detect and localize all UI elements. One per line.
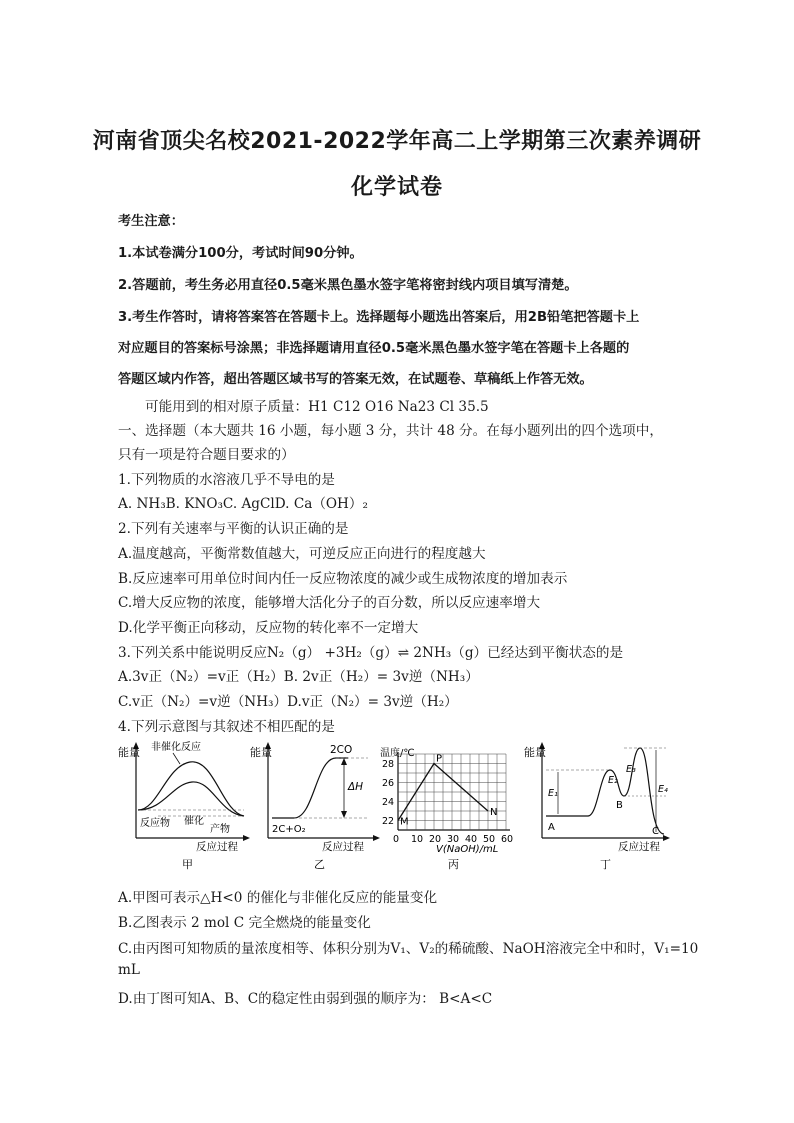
q3-stem: 3.下列关系中能说明反应N₂（g） +3H₂（g）⇌ 2NH₃（g）已经达到平衡状态的是 bbox=[118, 645, 624, 661]
bing-xtick: 30 bbox=[447, 834, 460, 845]
section-heading-b: 只有一项是符合题目要求的） bbox=[118, 447, 295, 463]
bing-xtick: 60 bbox=[501, 834, 514, 845]
ding-ylabel: 能量 bbox=[524, 746, 546, 759]
bing-xtick: 0 bbox=[393, 834, 400, 845]
yi-ylabel: 能量 bbox=[250, 746, 272, 759]
jia-curve2-label: 催化 bbox=[184, 816, 204, 827]
figure-jia bbox=[118, 740, 250, 871]
notice-item-3c: 答题区域内作答，超出答题区域书写的答案无效，在试题卷、草稿纸上作答无效。 bbox=[118, 372, 593, 387]
figure-yi bbox=[250, 742, 380, 871]
bing-ylabel: 温度/℃ bbox=[380, 748, 415, 759]
figure-ding bbox=[524, 742, 670, 871]
q2-option-b: B.反应速率可用单位时间内任一反应物浓度的减少或生成物浓度的增加表示 bbox=[118, 571, 568, 587]
exam-title: 河南省顶尖名校2021-2022学年高二上学期第三次素养调研 bbox=[92, 129, 702, 154]
ding-c: C bbox=[652, 826, 659, 837]
ding-b: B bbox=[616, 800, 623, 811]
section-heading-a: 一、选择题（本大题共 16 小题，每小题 3 分，共计 48 分。在每小题列出的四个选项中， bbox=[118, 423, 663, 439]
exam-subject: 化学试卷 bbox=[350, 175, 443, 200]
yi-curve bbox=[272, 758, 348, 818]
q4-option-c-b: mL bbox=[118, 962, 140, 978]
jia-xlabel: 反应过程 bbox=[196, 841, 238, 853]
ding-caption: 丁 bbox=[600, 858, 611, 871]
q4-option-d: D.由丁图可知A、B、C的稳定性由弱到强的顺序为： B<A<C bbox=[118, 991, 493, 1007]
q4-option-a: A.甲图可表示△H<0 的催化与非催化反应的能量变化 bbox=[118, 890, 438, 906]
q2-option-d: D.化学平衡正向移动，反应物的转化率不一定增大 bbox=[118, 620, 419, 636]
bing-caption: 丙 bbox=[448, 858, 459, 871]
ding-e4: E₄ bbox=[658, 784, 668, 795]
bing-ytick: 22 bbox=[382, 816, 395, 827]
q3-options-ab: A.3v正（N₂）=v正（H₂）B. 2v正（H₂）= 3v逆（NH₃） bbox=[118, 669, 479, 685]
jia-uncatalyzed-curve bbox=[138, 762, 244, 816]
q4-option-c-a: C.由丙图可知物质的量浓度相等、体积分别为V₁、V₂的稀硫酸、NaOH溶液完全中和时，V₁=10 bbox=[118, 941, 699, 957]
q3-options-cd: C.v正（N₂）=v逆（NH₃）D.v正（N₂）= 3v逆（H₂） bbox=[118, 694, 458, 710]
jia-product-label: 产物 bbox=[210, 824, 230, 835]
figure-bing bbox=[380, 746, 513, 871]
notice-item-1: 1.本试卷满分100分，考试时间90分钟。 bbox=[118, 246, 363, 261]
bing-ytick: 26 bbox=[382, 778, 395, 789]
q2-option-c: C.增大反应物的浓度，能够增大活化分子的百分数，所以反应速率增大 bbox=[118, 595, 541, 611]
yi-caption: 乙 bbox=[314, 858, 325, 871]
ding-e3: E₃ bbox=[626, 764, 636, 775]
jia-reactant-label: 反应物 bbox=[140, 818, 170, 829]
ding-xlabel: 反应过程 bbox=[618, 841, 660, 853]
notice-heading: 考生注意： bbox=[118, 214, 184, 229]
ding-a: A bbox=[548, 822, 555, 833]
bing-xtick: 10 bbox=[411, 834, 424, 845]
jia-curve1-label: 非催化反应 bbox=[151, 742, 201, 753]
yi-delta-label: ΔH bbox=[348, 781, 364, 793]
jia-ylabel: 能量 bbox=[118, 746, 140, 759]
bing-point-m: M bbox=[400, 816, 409, 828]
bing-point-p: P bbox=[436, 753, 443, 765]
ding-curve bbox=[546, 748, 664, 834]
notice-item-3a: 3.考生作答时，请将答案答在答题卡上。选择题每小题选出答案后，用2B铅笔把答题卡上 bbox=[118, 310, 640, 325]
bing-ytick: 28 bbox=[382, 759, 395, 770]
bing-point-n: N bbox=[490, 807, 498, 818]
bing-xlabel: V(NaOH)/mL bbox=[436, 844, 499, 855]
atomic-masses: 可能用到的相对原子质量：H1 C12 O16 Na23 Cl 35.5 bbox=[145, 399, 489, 415]
jia-caption: 甲 bbox=[182, 858, 193, 871]
q4-figures bbox=[118, 738, 678, 876]
q2-option-a: A.温度越高，平衡常数值越大，可逆反应正向进行的程度越大 bbox=[118, 546, 486, 562]
yi-bottom-label: 2C+O₂ bbox=[272, 824, 306, 835]
bing-xtick: 50 bbox=[483, 834, 496, 845]
notice-item-2: 2.答题前，考生务必用直径0.5毫米黑色墨水签字笔将密封线内项目填写清楚。 bbox=[118, 278, 578, 293]
q2-stem: 2.下列有关速率与平衡的认识正确的是 bbox=[118, 521, 349, 537]
q1-stem: 1.下列物质的水溶液几乎不导电的是 bbox=[118, 472, 335, 488]
yi-top-label: 2CO bbox=[330, 744, 353, 756]
ding-e2: E₂ bbox=[608, 775, 618, 786]
q4-stem: 4.下列示意图与其叙述不相匹配的是 bbox=[118, 719, 335, 735]
q4-option-b: B.乙图表示 2 mol C 完全燃烧的能量变化 bbox=[118, 915, 371, 931]
bing-ytick: 24 bbox=[382, 797, 395, 808]
bing-xtick: 40 bbox=[465, 834, 478, 845]
notice-item-3b: 对应题目的答案标号涂黑；非选择题请用直径0.5毫米黑色墨水签字笔在答题卡上各题的 bbox=[118, 341, 630, 356]
yi-xlabel: 反应过程 bbox=[322, 841, 364, 853]
q1-options: A. NH₃B. KNO₃C. AgClD. Ca（OH）₂ bbox=[118, 496, 368, 512]
bing-xtick: 20 bbox=[429, 834, 442, 845]
ding-e1: E₁ bbox=[548, 788, 558, 799]
